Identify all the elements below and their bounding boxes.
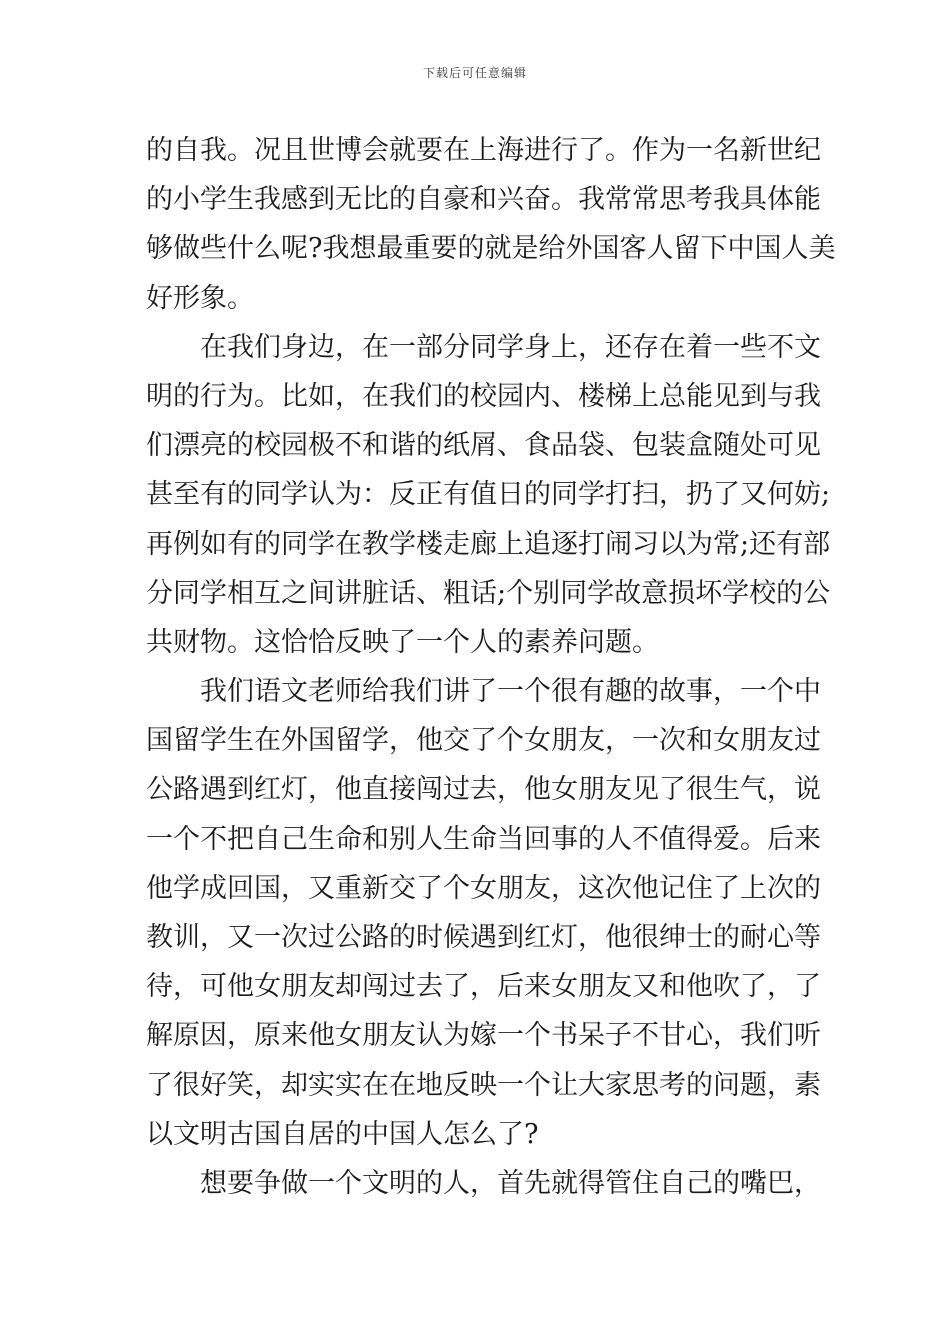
text-line: 的自我。况且世博会就要在上海进行了。作为一名新世纪 bbox=[146, 135, 821, 166]
text-line: 再例如有的同学在教学楼走廊上追逐打闹习以为常;还有部 bbox=[146, 528, 831, 560]
text-line: 教训，又一次过公路的时候遇到红灯，他很绅士的耐心等 bbox=[146, 922, 821, 953]
text-line: 好形象。 bbox=[146, 282, 254, 314]
text-line: 了很好笑，却实实在在地反映一个让大家思考的问题，素 bbox=[146, 1069, 821, 1101]
text-line: 解原因，原来他女朋友认为嫁一个书呆子不甘心，我们听 bbox=[146, 1020, 821, 1052]
text-line: 国留学生在外国留学，他交了个女朋友，一次和女朋友过 bbox=[146, 725, 821, 757]
text-line: 公路遇到红灯，他直接闯过去，他女朋友见了很生气，说 bbox=[146, 774, 821, 806]
text-line: 分同学相互之间讲脏话、粗话;个别同学故意损坏学校的公 bbox=[146, 577, 831, 609]
text-line: 们漂亮的校园极不和谐的纸屑、食品袋、包装盒随处可见 bbox=[146, 430, 821, 462]
text-line: 在我们身边，在一部分同学身上，还存在着一些不文 bbox=[200, 331, 821, 363]
text-line: 想要争做一个文明的人，首先就得管住自己的嘴巴， bbox=[200, 1167, 821, 1199]
text-line: 待，可他女朋友却闯过去了，后来女朋友又和他吹了，了 bbox=[146, 971, 821, 1003]
text-line: 够做些什么呢?我想最重要的就是给外国客人留下中国人美 bbox=[146, 233, 836, 265]
text-line: 一个不把自己生命和别人生命当回事的人不值得爱。后来 bbox=[146, 823, 821, 855]
text-line: 我们语文老师给我们讲了一个很有趣的故事，一个中 bbox=[200, 676, 821, 708]
page-header: 下载后可任意编辑 bbox=[422, 66, 527, 80]
text-line: 他学成回国，又重新交了个女朋友，这次他记住了上次的 bbox=[146, 872, 821, 904]
text-line: 的小学生我感到无比的自豪和兴奋。我常常思考我具体能 bbox=[146, 184, 821, 216]
text-line: 甚至有的同学认为：反正有值日的同学打扫，扔了又何妨; bbox=[146, 479, 831, 511]
text-line: 以文明古国自居的中国人怎么了? bbox=[146, 1118, 539, 1150]
body-text bbox=[146, 126, 836, 1208]
text-line: 共财物。这恰恰反映了一个人的素养问题。 bbox=[146, 626, 659, 658]
text-line: 明的行为。比如，在我们的校园内、楼梯上总能见到与我 bbox=[146, 380, 821, 412]
